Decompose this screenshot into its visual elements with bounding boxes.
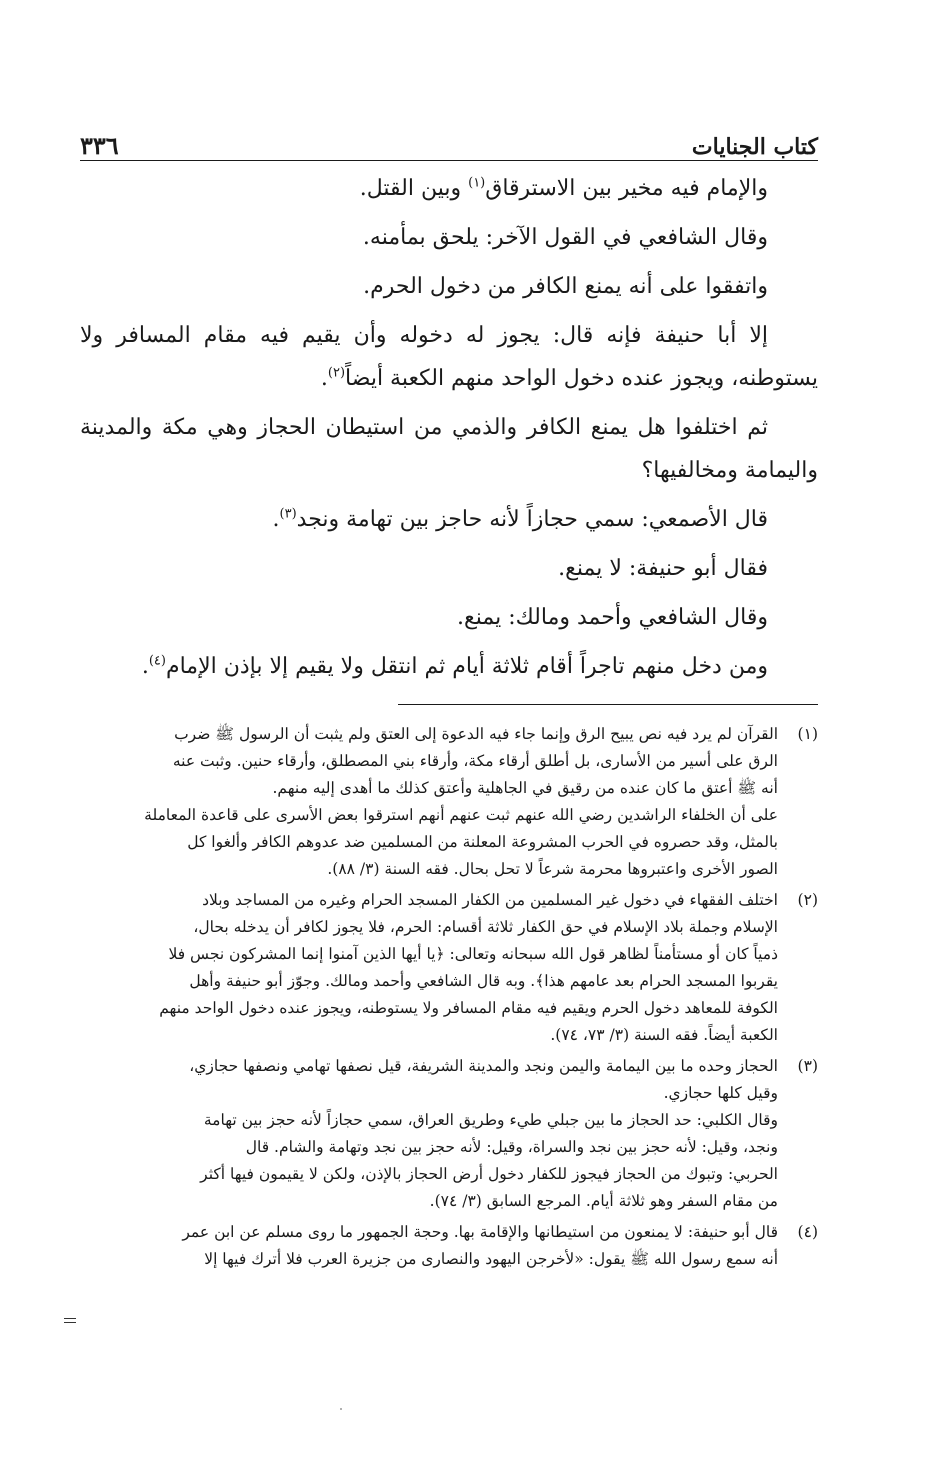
paragraph: ثم اختلفوا هل يمنع الكافر والذمي من استيطان الحجاز وهي مكة والمدينة واليمامة ومخالفيها؟ bbox=[80, 415, 818, 483]
paragraph: واتفقوا على أنه يمنع الكافر من دخول الحرم. bbox=[363, 274, 768, 299]
footnote-number: (٣) bbox=[797, 1057, 818, 1075]
footnote-ref[interactable]: (٤) bbox=[148, 653, 166, 669]
footnote bbox=[80, 887, 818, 1049]
margin-mark bbox=[64, 1318, 76, 1319]
book-page bbox=[80, 112, 818, 1273]
footnote-number: (٢) bbox=[797, 891, 818, 909]
scan-speck bbox=[340, 1408, 342, 1410]
footnote-ref[interactable]: (١) bbox=[468, 175, 486, 191]
paragraph: وقال الشافعي في القول الآخر: يلحق بمأمنه. bbox=[362, 225, 768, 250]
paragraph: إلا أبا حنيفة فإنه قال: يجوز له دخوله وأن يقيم فيه مقام المسافر ولا يستوطنه، ويجوز عنده دخول الواحد منهم الكعبة أيضاً$^{(٢)}$. bbox=[80, 323, 818, 391]
footnote-ref[interactable]: (٢) bbox=[327, 365, 346, 381]
footnote-body: قال أبو حنيفة: لا يمنعون من استيطانها والإقامة بها. وحجة الجمهور ما روى مسلم عن ابن عمر أنه سمع رسول الله ﷺ يقول: «لأخرجن اليهود والنصارى من جزيرة العرب فلا أترك فيها إلا bbox=[182, 1223, 778, 1268]
paragraph: ومن دخل منهم تاجراً أقام ثلاثة أيام ثم انتقل ولا يقيم إلا بإذن الإمام$^{(٤)}$. bbox=[141, 653, 768, 679]
paragraph: فقال أبو حنيفة: لا يمنع. bbox=[558, 556, 768, 581]
footnote-body: اختلف الفقهاء في دخول غير المسلمين من الكفار المسجد الحرام وغيره من المساجد وبلاد الإسلام وجملة بلاد الإسلام في حق الكفار ثلاثة أقسام: الحرم، فلا يجوز لكافر أن يدخله بحال، ذمياً كان أو مستأمناً لظاهر قول الله سبحانه وتعالى: ﴿يا أيها الذين آمنوا إنما المشركون نجس فلا يقربوا المسجد الحرام بعد عامهم هذا﴾. وبه قال الشافعي وأحمد ومالك. وجوّز أبو حنيفة وأهل الكوفة للمعاهد دخول الحرم ويقيم فيه مقام المسافر ولا يستوطنه، ويجوز عنده دخول الواحد منهم الكعبة أيضاً. فقه السنة (٣/ ٧٣، ٧٤). bbox=[159, 891, 778, 1044]
footnote bbox=[80, 1053, 818, 1215]
footnote-number: (١) bbox=[797, 725, 818, 743]
paragraph: قال الأصمعي: سمي حجازاً لأنه حاجز بين تهامة ونجد$^{(٣)}$. bbox=[272, 506, 768, 532]
footnote-body: القرآن لم يرد فيه نص يبيح الرق وإنما جاء فيه الدعوة إلى العتق ولم يثبت أن الرسول ﷺ ضرب الرق على أسير من الأسارى، بل أطلق أرقاء مكة، وأرقاء بني المصطلق، وأرقاء حنين. وثبت عنه أنه ﷺ أعتق ما كان عنده من رقيق في الجاهلية وأعتق كذلك ما أهدى إليه منهم. على أن الخلفاء الراشدين رضي الله عنهم ثبت عنهم أنهم استرقوا بعض الأسرى على قاعدة المعاملة بالمثل، وقد حصروه في الحرب المشروعة المعلنة من المسلمين ضد عدوهم الكافر وألغوا كل الصور الأخرى واعتبروها محرمة شرعاً لا تحل بحال. فقه السنة (٣/ ٨٨). bbox=[144, 725, 778, 878]
footnote-ref[interactable]: (٣) bbox=[279, 506, 297, 522]
page-number: ٣٣٦ bbox=[80, 131, 119, 160]
main-text bbox=[80, 167, 818, 688]
footnote-separator bbox=[398, 704, 818, 705]
page-header bbox=[80, 112, 818, 161]
margin-mark bbox=[64, 1322, 76, 1323]
footnote bbox=[80, 721, 818, 883]
paragraph: وقال الشافعي وأحمد ومالك: يمنع. bbox=[457, 605, 768, 630]
running-title: كتاب الجنايات bbox=[691, 134, 818, 160]
paragraph: والإمام فيه مخير بين الاسترقاق$^{(١)}$ وبين القتل. bbox=[359, 175, 768, 201]
footnote-number: (٤) bbox=[797, 1223, 818, 1241]
footnotes bbox=[80, 721, 818, 1273]
footnote-body: الحجاز وحده ما بين اليمامة واليمن ونجد والمدينة الشريفة، قيل نصفها تهامي ونصفها حجازي، وقيل كلها حجازي. وقال الكلبي: حد الحجاز ما بين جبلي طيء وطريق العراق، سمي حجازاً لأنه حجز بين تهامة ونجد، وقيل: لأنه حجز بين نجد والسراة، وقيل: لأنه حجز بين نجد وتهامة والشام. قال الحربي: وتبوك من الحجاز فيجوز للكفار دخول أرض الحجاز بالإذن، ولكن لا يقيمون فيها أكثر من مقام السفر وهو ثلاثة أيام. المرجع السابق (٣/ ٧٤). bbox=[189, 1057, 778, 1210]
footnote bbox=[80, 1219, 818, 1273]
